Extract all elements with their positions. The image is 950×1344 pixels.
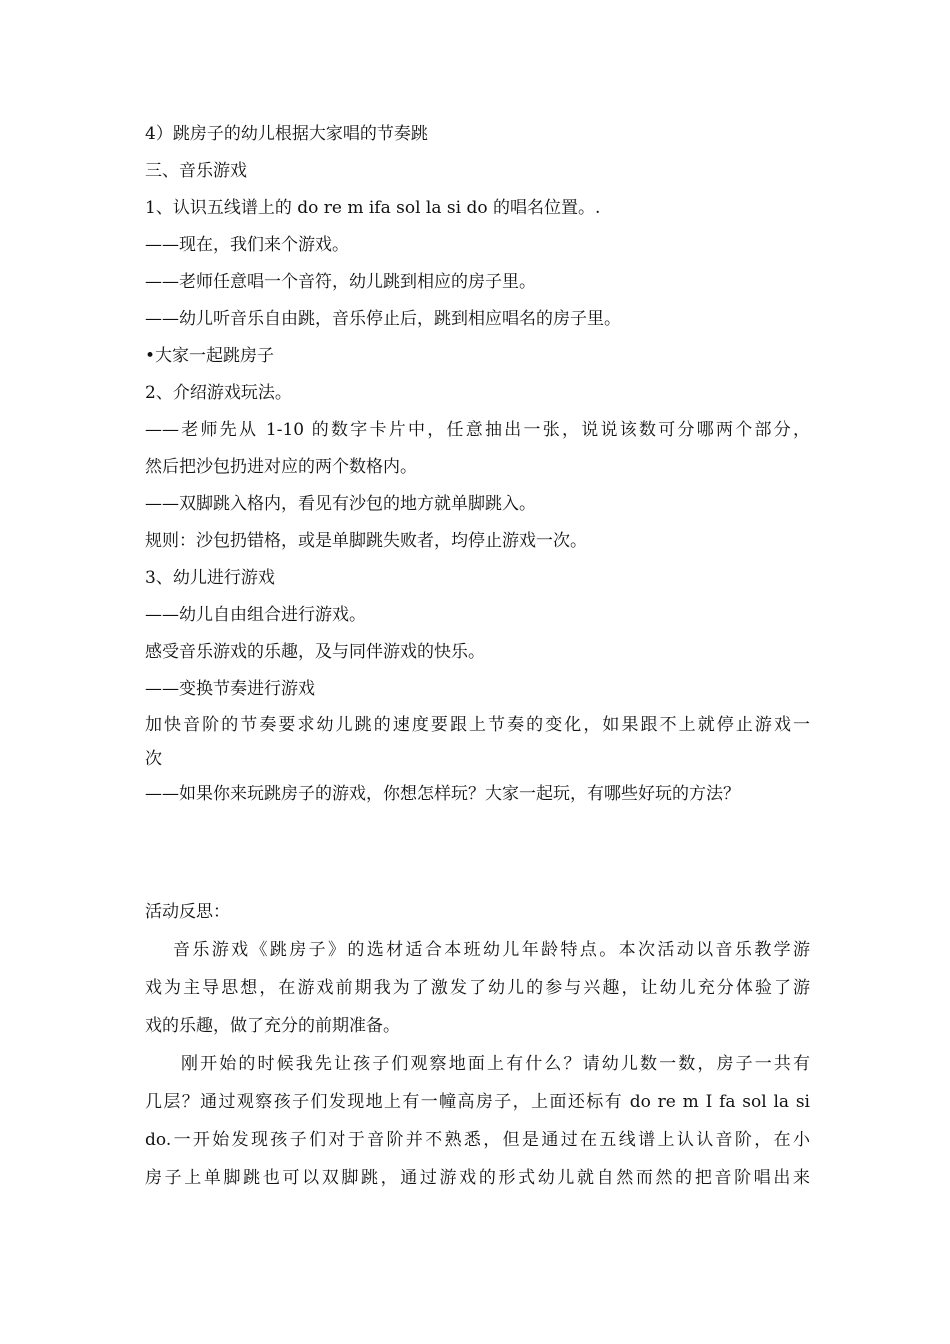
reflection-heading: 活动反思： <box>145 902 230 922</box>
text-line: ——如果你来玩跳房子的游戏，你想怎样玩？大家一起玩，有哪些好玩的方法？ <box>145 784 740 804</box>
spacer <box>145 813 810 893</box>
text-line: ——双脚跳入格内，看见有沙包的地方就单脚跳入。 <box>145 494 536 514</box>
text-line: 然后把沙包扔进对应的两个数格内。 <box>145 457 417 477</box>
reflection-line: 刚开始的时候我先让孩子们观察地面上有什么？请幼儿数一数，房子一共有 <box>181 1054 810 1074</box>
text-line: ——幼儿自由组合进行游戏。 <box>145 605 366 625</box>
reflection-line: 戏为主导思想，在游戏前期我为了激发了幼儿的参与兴趣，让幼儿充分体验了游 <box>145 978 810 998</box>
text-line: 感受音乐游戏的乐趣，及与同伴游戏的快乐。 <box>145 642 485 662</box>
reflection-line: 戏的乐趣，做了充分的前期准备。 <box>145 1016 400 1036</box>
text-line: 1、认识五线谱上的 do re m ifa sol la si do 的唱名位置。. <box>145 198 601 218</box>
text-line: 规则：沙包扔错格，或是单脚跳失败者，均停止游戏一次。 <box>145 531 587 551</box>
reflection-line: 几层？通过观察孩子们发现地上有一幢高房子，上面还标有 do re m I fa sol la si <box>145 1092 810 1112</box>
text-line: 2、介绍游戏玩法。 <box>145 383 292 403</box>
text-line: ——老师先从 1-10 的数字卡片中，任意抽出一张，说说该数可分哪两个部分， <box>145 420 810 440</box>
reflection-line: do.一开始发现孩子们对于音阶并不熟悉，但是通过在五线谱上认认音阶，在小 <box>145 1130 810 1150</box>
reflection-line: 房子上单脚跳也可以双脚跳，通过游戏的形式幼儿就自然而然的把音阶唱出来 <box>145 1168 810 1188</box>
reflection-section <box>145 893 810 1197</box>
text-line: 3、幼儿进行游戏 <box>145 568 275 588</box>
text-line: •大家一起跳房子 <box>145 346 275 366</box>
text-line: 次 <box>145 749 162 769</box>
text-line: ——老师任意唱一个音符，幼儿跳到相应的房子里。 <box>145 272 536 292</box>
section-heading: 三、音乐游戏 <box>145 161 247 181</box>
reflection-line: 音乐游戏《跳房子》的选材适合本班幼儿年龄特点。本次活动以音乐教学游 <box>173 940 810 960</box>
document-body <box>145 116 810 1197</box>
text-line: ——变换节奏进行游戏 <box>145 679 315 699</box>
text-line: 加快音阶的节奏要求幼儿跳的速度要跟上节奏的变化，如果跟不上就停止游戏一 <box>145 715 810 735</box>
text-line: ——现在，我们来个游戏。 <box>145 235 349 255</box>
text-line: 4）跳房子的幼儿根据大家唱的节奏跳 <box>145 124 428 144</box>
text-line: ——幼儿听音乐自由跳，音乐停止后，跳到相应唱名的房子里。 <box>145 309 621 329</box>
